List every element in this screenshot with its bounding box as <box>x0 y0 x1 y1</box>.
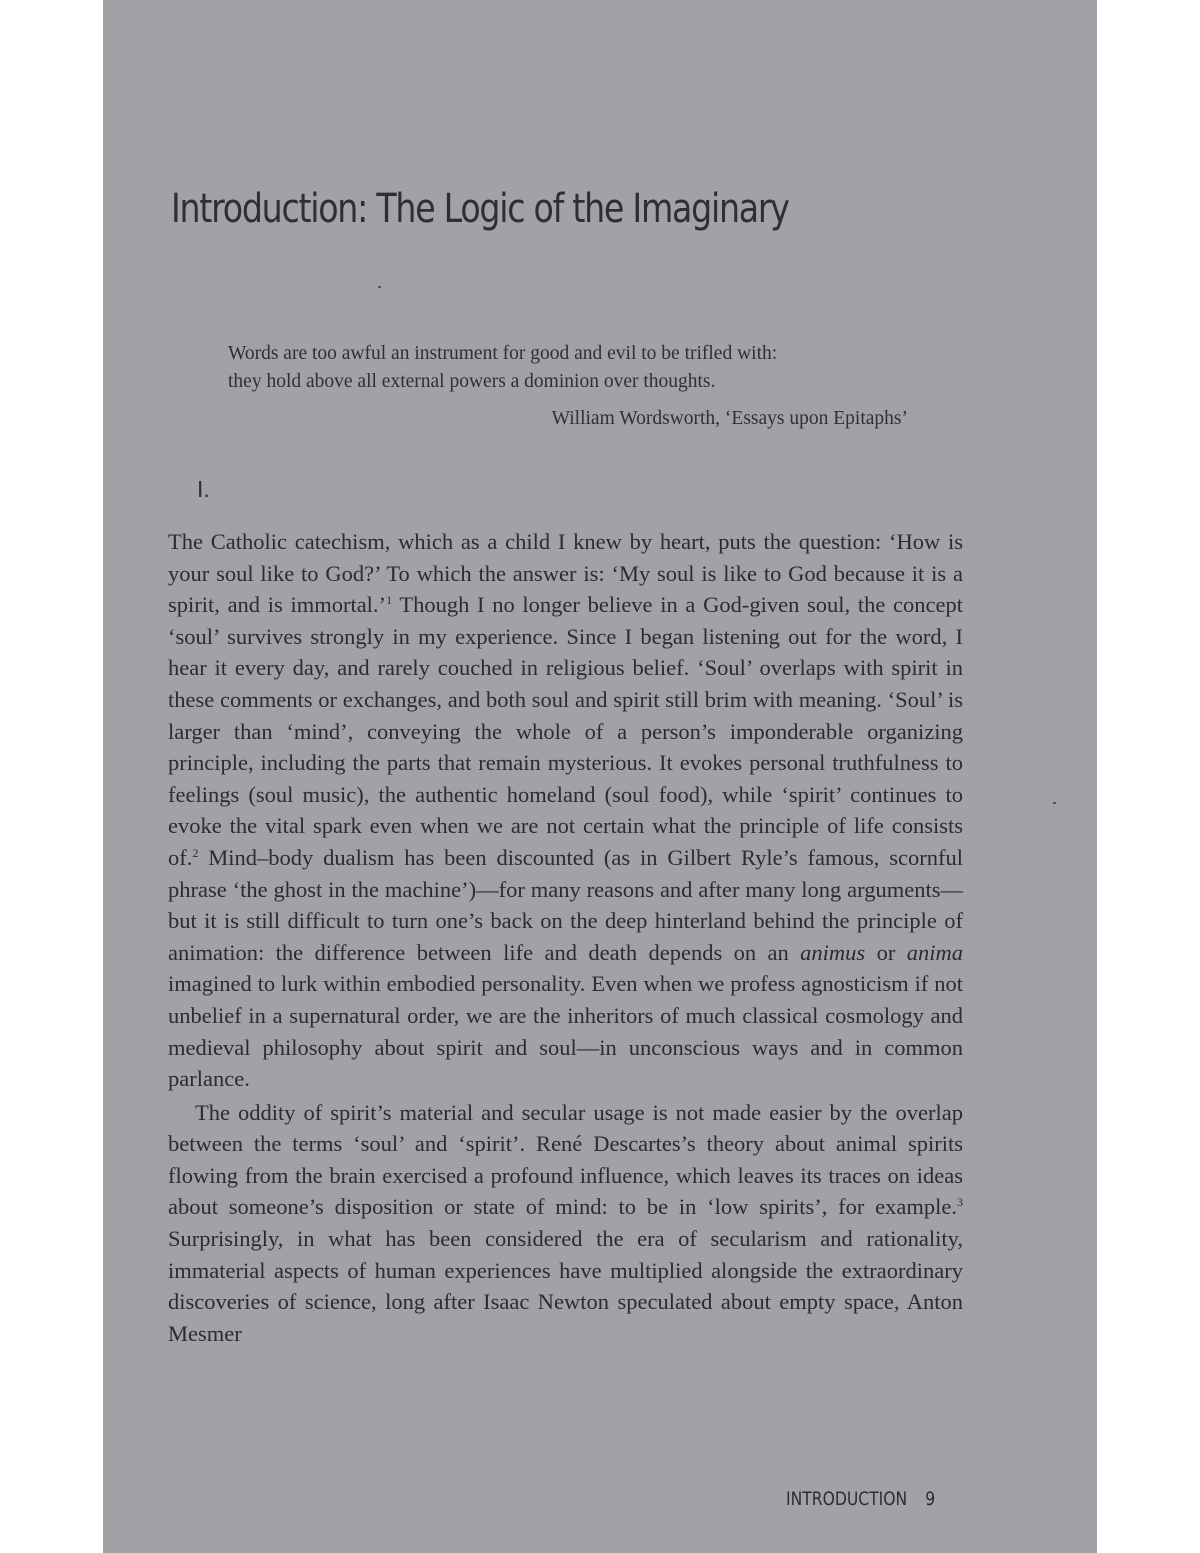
text-run: Though I no longer believe in a God-given soul, the concept ‘soul’ survives strongly in my experience. Since I began listening out for the word, I hear it every day, and rarely couched in religious belief. ‘Soul’ overlaps with spirit in these comments or exchanges, and both soul and spirit still brim with meaning. ‘Soul’ is larger than ‘mind’, conveying the whole of a person’s imponderable organizing principle, including the parts that remain mysterious. It evokes personal truthfulness to feelings (soul music), the authentic homeland (soul food), while ‘spirit’ continues to evoke the vital spark even when we are not certain what the principle of life consists of. <box>168 592 963 870</box>
epigraph-line: Words are too awful an instrument for good and evil to be trifled with: <box>228 343 778 364</box>
italic-term: animus <box>800 939 866 965</box>
scan-speck <box>1053 802 1056 804</box>
page-footer <box>786 1488 935 1510</box>
text-run: or <box>865 939 907 965</box>
epigraph <box>228 340 918 396</box>
scan-speck <box>378 286 381 288</box>
section-number: I. <box>197 476 210 502</box>
footnote-marker: 2 <box>192 845 199 860</box>
body-text <box>168 526 963 1349</box>
paragraph <box>168 1097 963 1350</box>
chapter-title: Introduction: The Logic of the Imaginary <box>171 186 789 232</box>
running-head: INTRODUCTION <box>786 1488 908 1510</box>
epigraph-line: they hold above all external powers a dominion over thoughts. <box>228 371 716 392</box>
footnote-marker: 3 <box>957 1195 963 1210</box>
footnote-marker: 1 <box>386 593 393 608</box>
scanned-page <box>103 0 1097 1553</box>
paragraph <box>168 526 963 1095</box>
text-run: imagined to lurk within embodied personality. Even when we profess agnosticism if not unbelief in a supernatural order, we are the inheritors of much classical cosmology and medieval philosophy about spirit and soul—in unconscious ways and in common parlance. <box>168 971 963 1092</box>
epigraph-attribution: William Wordsworth, ‘Essays upon Epitaphs’ <box>551 408 908 429</box>
text-run: Mind–body dualism has been discounted (as in Gilbert Ryle’s famous, scornful phrase ‘the ghost in the machine’)—for many reasons and after many long arguments—but it is still difficult to turn one’s back on the deep hinterland behind the principle of animation: the difference between life and death depends on an <box>168 844 963 965</box>
text-run: The Catholic catechism, which as a child I knew by heart, puts the question: ‘How is your soul like to God?’ To which the answer is: ‘My soul is like to God because it is a spirit, and is immortal.’ <box>168 529 963 618</box>
text-run: The oddity of spirit’s material and secular usage is not made easier by the overlap between the terms ‘soul’ and ‘spirit’. René Descartes’s theory about animal spirits flowing from the brain exercised a profound influence, which leaves its traces on ideas about someone’s disposition or state of mind: to be in ‘low spirits’, for example. <box>168 1099 963 1220</box>
page-number: 9 <box>925 1488 936 1510</box>
italic-term: anima <box>906 939 963 965</box>
text-run: Surprisingly, in what has been considered the era of secularism and rationality, immaterial aspects of human experiences have multiplied alongside the extraordinary discoveries of science, long after Isaac Newton speculated about empty space, Anton Mesmer <box>168 1226 963 1346</box>
